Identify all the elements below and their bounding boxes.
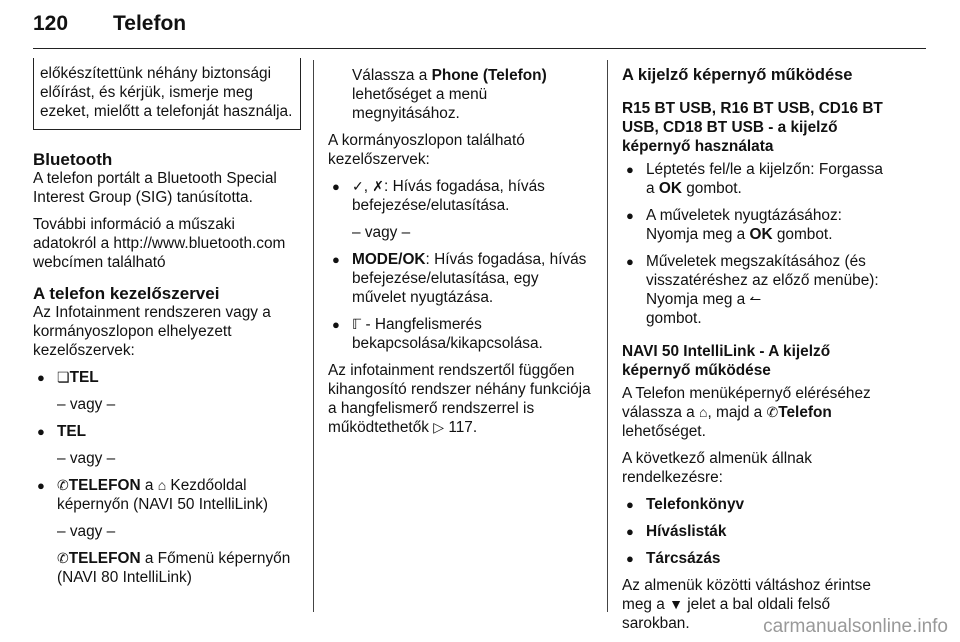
submenu-phonebook: Telefonkönyv [646, 496, 745, 513]
safety-note-box [33, 58, 301, 130]
column-2 [328, 60, 594, 445]
column-3 [622, 60, 894, 641]
phone-box-icon: ❏ [57, 369, 70, 385]
call-answer-icon: ✓ [352, 178, 364, 194]
call-end-icon: ✗ [372, 178, 385, 194]
list-item [33, 476, 301, 514]
call-controls-text: : Hívás fogadása, hívás befejezése/elutasítása. [352, 178, 545, 214]
telefon-label-alt: TELEFON [68, 550, 141, 567]
text-fragment: A Telefon menüképernyő eléréséhez válassza a [622, 385, 871, 421]
submenu-call-lists: Híváslisták [646, 523, 727, 540]
text-fragment: a [140, 477, 158, 494]
list-item [328, 315, 594, 353]
phone-handset-icon: ✆ [57, 550, 69, 566]
outro-paragraph [328, 361, 594, 437]
bluetooth-paragraph-2: További információ a műszaki adatokról a http://www.bluetooth.com webcímen található [33, 216, 286, 271]
text-fragment: jelet a bal oldali felső sarokban. [622, 596, 831, 632]
navi50-paragraph-1 [622, 384, 894, 441]
telefon-alt-text [33, 549, 301, 587]
list-item [328, 250, 594, 307]
home-screen-text: Kezdőoldal képernyőn (NAVI 50 IntelliLink) [57, 477, 269, 513]
phone-handset-icon: ✆ [57, 477, 69, 493]
column-1 [33, 60, 301, 595]
page-ref-icon: ▷ [433, 419, 445, 435]
column-divider-2 [607, 60, 608, 612]
or-separator: – vagy – [57, 523, 116, 540]
display-heading: A kijelző képernyő működése [622, 66, 853, 84]
ok-label: OK [749, 226, 773, 243]
text-fragment: lehetőséget a menü megnyitásához. [352, 86, 488, 122]
telefon-label: TELEFON [68, 477, 141, 494]
text-fragment: gombot. [772, 226, 833, 243]
list-item [622, 252, 894, 328]
text-fragment: lehetőséget. [622, 423, 706, 440]
text-fragment: , majd a [707, 404, 767, 421]
tel-label-2: TEL [57, 423, 87, 440]
or-separator: – vagy – [57, 396, 116, 413]
list-item [33, 368, 301, 387]
main-menu-text: a Főmenü képernyőn (NAVI 80 IntelliLink) [57, 550, 291, 586]
watermark: carmanualsonline.info [763, 616, 948, 637]
controls-intro: Az Infotainment rendszeren vagy a kormányoszlopon elhelyezett kezelőszervek: [33, 304, 271, 359]
list-item: ● ✓, ✗: Hívás fogadása, hívás befejezése/elutasítása. [328, 177, 594, 215]
bluetooth-heading: Bluetooth [33, 150, 113, 169]
navi50-paragraph-2: A következő almenük állnak rendelkezésre: [622, 450, 812, 486]
or-separator: – vagy – [57, 450, 116, 467]
text-fragment: gombot. [681, 180, 742, 197]
bluetooth-paragraph-1: A telefon portált a Bluetooth Special Interest Group (SIG) tanúsította. [33, 170, 277, 206]
list-item [33, 422, 301, 441]
chapter-title: Telefon [113, 12, 187, 35]
text-fragment: Az almenük közötti váltáshoz érintse meg a [622, 577, 871, 613]
page-ref: 117. [448, 419, 478, 436]
controls-heading: A telefon kezelőszervei [33, 284, 220, 303]
or-separator: – vagy – [352, 224, 411, 241]
list-item [622, 495, 894, 514]
subheading-navi50: NAVI 50 IntelliLink - A kijelző képernyő működése [622, 343, 831, 379]
steering-intro: A kormányoszlopon található kezelőszervek: [328, 132, 525, 168]
voice-recognition-icon: ℾ [352, 316, 362, 332]
text-fragment: A műveletek nyugtázásához: Nyomja meg a [646, 207, 842, 243]
safety-note-text: előkészítettünk néhány biztonsági előírást, és kérjük, ismerje meg ezeket, mielőtt a telefonját használja. [40, 65, 293, 120]
column-divider-1 [313, 60, 314, 612]
phone-option-label: Phone (Telefon) [431, 67, 547, 84]
text-fragment: Az infotainment rendszertől függően kihangosító rendszer néhány funkciója a hangfelismerő rendszerrel is működtethetők [328, 362, 591, 436]
phone-handset-icon: ✆ [766, 404, 779, 420]
list-item [622, 522, 894, 541]
list-item [622, 206, 894, 244]
page-number: 120 [33, 12, 69, 35]
voice-text: - Hangfelismerés bekapcsolása/kikapcsolása. [352, 316, 543, 352]
home-icon: ⌂ [699, 404, 708, 420]
list-item [622, 549, 894, 568]
phone-menu-text [328, 66, 594, 123]
submenu-dial: Tárcsázás [646, 550, 721, 567]
text-fragment: gombot. [646, 310, 702, 327]
mode-ok-text: : Hívás fogadása, hívás befejezése/elutasítása, egy művelet nyugtázása. [352, 251, 587, 306]
text-fragment: Léptetés fel/le a kijelzőn: Forgassa a [646, 161, 883, 197]
down-triangle-icon: ▼ [669, 596, 683, 612]
telefon-bold-label: Telefon [778, 404, 832, 421]
list-item [622, 160, 894, 198]
ok-label: OK [658, 180, 682, 197]
subheading-radio-models: R15 BT USB, R16 BT USB, CD16 BT USB, CD18 BT USB - a kijelző képernyő használata [622, 100, 883, 155]
page-header [33, 8, 926, 49]
text-fragment: Műveletek megszakításához (és visszatéréshez az előző menübe): Nyomja meg a [646, 253, 879, 308]
text-fragment: Válassza a [352, 67, 432, 84]
mode-ok-label: MODE/OK [352, 251, 426, 268]
home-icon: ⌂ [157, 477, 167, 493]
back-arrow-icon: ↼ [749, 291, 762, 307]
tel-label: TEL [69, 369, 99, 386]
